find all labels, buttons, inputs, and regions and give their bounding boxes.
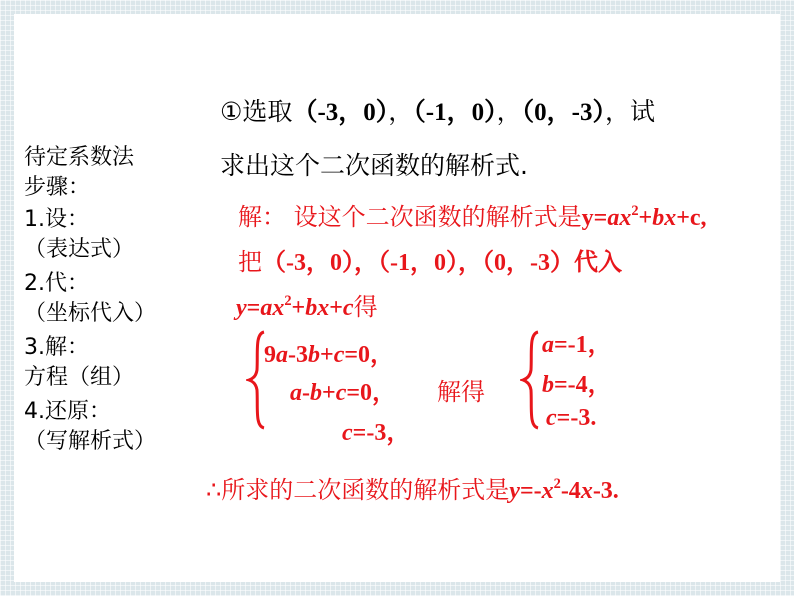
solution-label: 解： (238, 203, 286, 231)
solution-setup (238, 197, 707, 232)
separator: ， (496, 97, 522, 126)
step-1: 1.设： (24, 207, 89, 232)
general-form: $y=ax^2+bx+c$, (581, 202, 707, 231)
system-eq-3: c=-3， (342, 420, 411, 446)
method-title: 待定系数法 (24, 145, 135, 170)
right-system-brace-icon (520, 330, 542, 430)
point-1: （-3，0） (292, 99, 389, 126)
substitution-line (238, 242, 622, 277)
point-2: （-1，0） (413, 99, 497, 126)
system-eq-2: a-b+c=0， (290, 380, 397, 406)
point-3: （0，-3） (521, 99, 605, 126)
solution-b: b=-4， (542, 372, 612, 398)
final-answer: $y=-x^2-4x-3$. (509, 475, 619, 504)
question-line-1 (220, 92, 655, 128)
conclusion-text: ∴所求的二次函数的解析式是 (206, 476, 510, 504)
conclusion-line (206, 470, 619, 505)
step-2-note: （坐标代入） (24, 301, 157, 326)
separator: ， (388, 97, 414, 126)
substitution-points: （-3，0），（-1，0），（0，-3）代入 (262, 250, 622, 276)
equation-line: $y=ax^2+bx+c$得 (236, 292, 378, 321)
step-3: 3.解： (24, 335, 89, 360)
question-line-2: 求出这个二次函数的解析式. (220, 151, 528, 180)
step-4: 4.还原： (24, 399, 111, 424)
solution-a: a=-1， (542, 332, 612, 358)
setup-text: 设这个二次函数的解析式是 (293, 203, 582, 231)
solved-label: 解得 (437, 378, 485, 406)
question-text-tail: ，试 (604, 97, 655, 126)
system-eq-1: 9a-3b+c=0， (264, 342, 395, 368)
step-3-note: 方程（组） (24, 365, 135, 390)
solution-c: c=-3. (546, 405, 597, 431)
step-4-note: （写解析式） (24, 429, 157, 454)
substitution-prefix: 把 (238, 248, 262, 276)
step-1-note: （表达式） (24, 237, 135, 262)
steps-label: 步骤： (24, 175, 91, 200)
question-number: ① (220, 97, 243, 126)
question-text: 选取 (242, 97, 293, 126)
step-2: 2.代： (24, 271, 89, 296)
